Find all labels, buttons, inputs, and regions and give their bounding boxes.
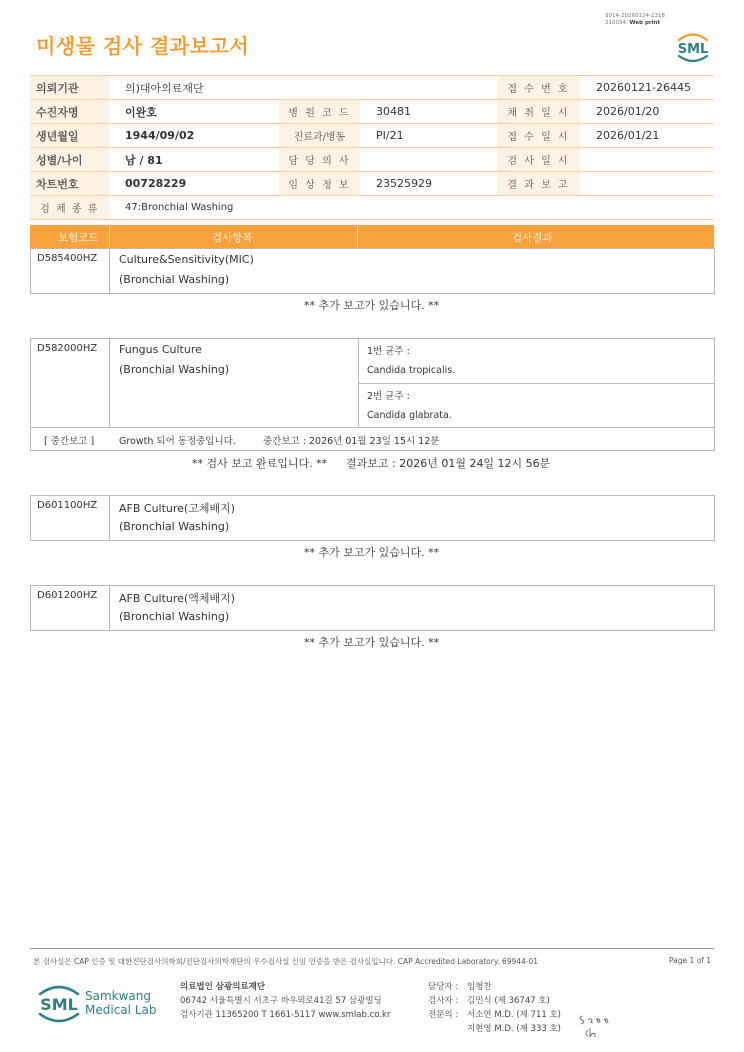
header-code: 보험코드 [58,232,99,244]
test-date-label: 검 사 일 시 [497,148,580,172]
clinical-info: 23525929 [360,172,497,196]
test-name: Fungus Culture [119,343,202,356]
report-title: 미생물 검사 결과보고서 [36,34,250,58]
sex-age: 남 / 81 [109,148,279,172]
receipt-no: 20260121-26445 [580,76,714,100]
footer-divider [30,948,714,949]
staff-name: 지현영 M.D. (제 333 호) [467,1024,562,1034]
logo-text: SML [677,42,709,57]
isolate-organism: Candida glabrata. [367,410,452,421]
test-code: D601200HZ [37,590,98,601]
info-row [30,196,714,220]
dept-label: 진료과/병동 [279,124,360,148]
collection-date: 2026/01/20 [580,100,714,124]
doctor-label: 담 당 의 사 [279,148,360,172]
patient-info-table [30,75,714,220]
lab-name [85,989,156,1017]
receipt-no-label: 접 수 번 호 [497,76,580,100]
test-specimen: (Bronchial Washing) [119,273,230,286]
org-contact: 검사기관 11365200 T 1661-5117 www.smlab.co.kr [180,1010,391,1020]
column-divider [109,495,110,541]
birth-label: 생년월일 [30,124,109,148]
org-address: 06742 서울특별시 서초구 바우뫼로41길 57 삼광빌딩 [180,996,382,1006]
hospital-code-label: 병 원 코 드 [279,100,360,124]
test-specimen: (Bronchial Washing) [119,363,230,376]
logo-text: SML [40,995,78,1014]
chart-no: 00728229 [109,172,279,196]
lab-name-line1: Samkwang [85,989,151,1003]
birth-date: 1944/09/02 [109,124,279,148]
chart-label: 차트번호 [30,172,109,196]
staff-role: 검사자 : [428,996,459,1006]
header-divider [109,225,110,248]
specimen: 47:Bronchial Washing [109,196,714,220]
isolate-organism: Candida tropicalis. [367,365,456,376]
requesting-org-label: 의뢰기관 [30,76,109,100]
info-row [30,100,714,124]
test-name: Culture&Sensitivity(MIC) [119,253,254,266]
final-report-time: 결과보고 : 2026년 01월 24일 12시 56분 [346,457,551,470]
sml-logo-icon [674,28,712,64]
print-id [605,13,665,26]
requesting-org: 의)대아의료재단 [109,76,497,100]
header-result: 검사결과 [512,232,553,244]
hospital-code: 30481 [360,100,497,124]
test-code: D601100HZ [37,500,98,511]
lab-name-line2: Medical Lab [85,1003,157,1017]
test-code: D582000HZ [37,343,98,354]
specimen-label: 검 체 종 류 [30,196,109,220]
receipt-date-label: 접 수 일 시 [497,124,580,148]
certification-text: 본 검사실은 CAP 인증 및 대한진단검사의학회/진단검사의학재단의 우수검사실 신임 인증을 받은 검사실입니다. CAP Accredited Laboratory. 69944-01 [33,957,539,966]
interim-text: Growth 되어 동정중입니다. [119,436,236,447]
page-number: Page 1 of 1 [669,956,712,965]
row-divider [358,383,714,384]
report-note: ** 추가 보고가 있습니다. ** [304,546,440,559]
row-divider [30,427,714,428]
report-note: ** 검사 보고 완료입니다. ** [192,457,328,470]
isolate-label: 2번 균주 : [367,391,410,402]
test-code: D585400HZ [37,253,98,264]
info-row [30,172,714,196]
test-date [580,148,714,172]
info-row [30,148,714,172]
doctor [360,148,497,172]
collection-date-label: 채 취 일 시 [497,100,580,124]
column-divider [109,585,110,631]
signature-image [576,1008,616,1040]
org-name: 의료법인 삼광의료재단 [180,982,266,992]
report-note: ** 추가 보고가 있습니다. ** [304,636,440,649]
column-divider [109,338,110,428]
result-report-label: 결 과 보 고 [497,172,580,196]
patient-name: 이완호 [109,100,279,124]
sml-logo-icon [36,980,82,1026]
print-id-line2: 210034 [605,19,626,26]
staff-role: 담당자 : [428,982,459,992]
interim-time: 중간보고 : 2026년 01월 23일 15시 12분 [263,436,440,447]
test-name: AFB Culture(고체배지) [119,502,236,515]
sex-age-label: 성별/나이 [30,148,109,172]
staff-name: 서소연 M.D. (제 711 호) [467,1010,562,1020]
staff-name: 임형찬 [467,982,492,992]
header-item: 검사항목 [212,232,253,244]
header-divider [357,225,358,248]
isolate-label: 1번 균주 : [367,346,410,357]
name-label: 수진자명 [30,100,109,124]
staff-name: 김민식 (제 36747 호) [467,996,550,1006]
staff-role: 전문의 : [428,1010,459,1020]
info-row [30,76,714,100]
print-mode: Web print [629,19,661,26]
print-id-line1: 3014-20260124-1318 [605,13,665,19]
test-specimen: (Bronchial Washing) [119,610,230,623]
interim-label: [ 중간보고 ] [44,436,95,447]
dept: PI/21 [360,124,497,148]
test-name: AFB Culture(액체배지) [119,592,236,605]
results-header [30,225,714,248]
receipt-date: 2026/01/21 [580,124,714,148]
column-divider [109,248,110,294]
report-note: ** 추가 보고가 있습니다. ** [304,299,440,312]
clinical-label: 임 상 정 보 [279,172,360,196]
test-specimen: (Bronchial Washing) [119,520,230,533]
info-row [30,124,714,148]
result-report [580,172,714,196]
